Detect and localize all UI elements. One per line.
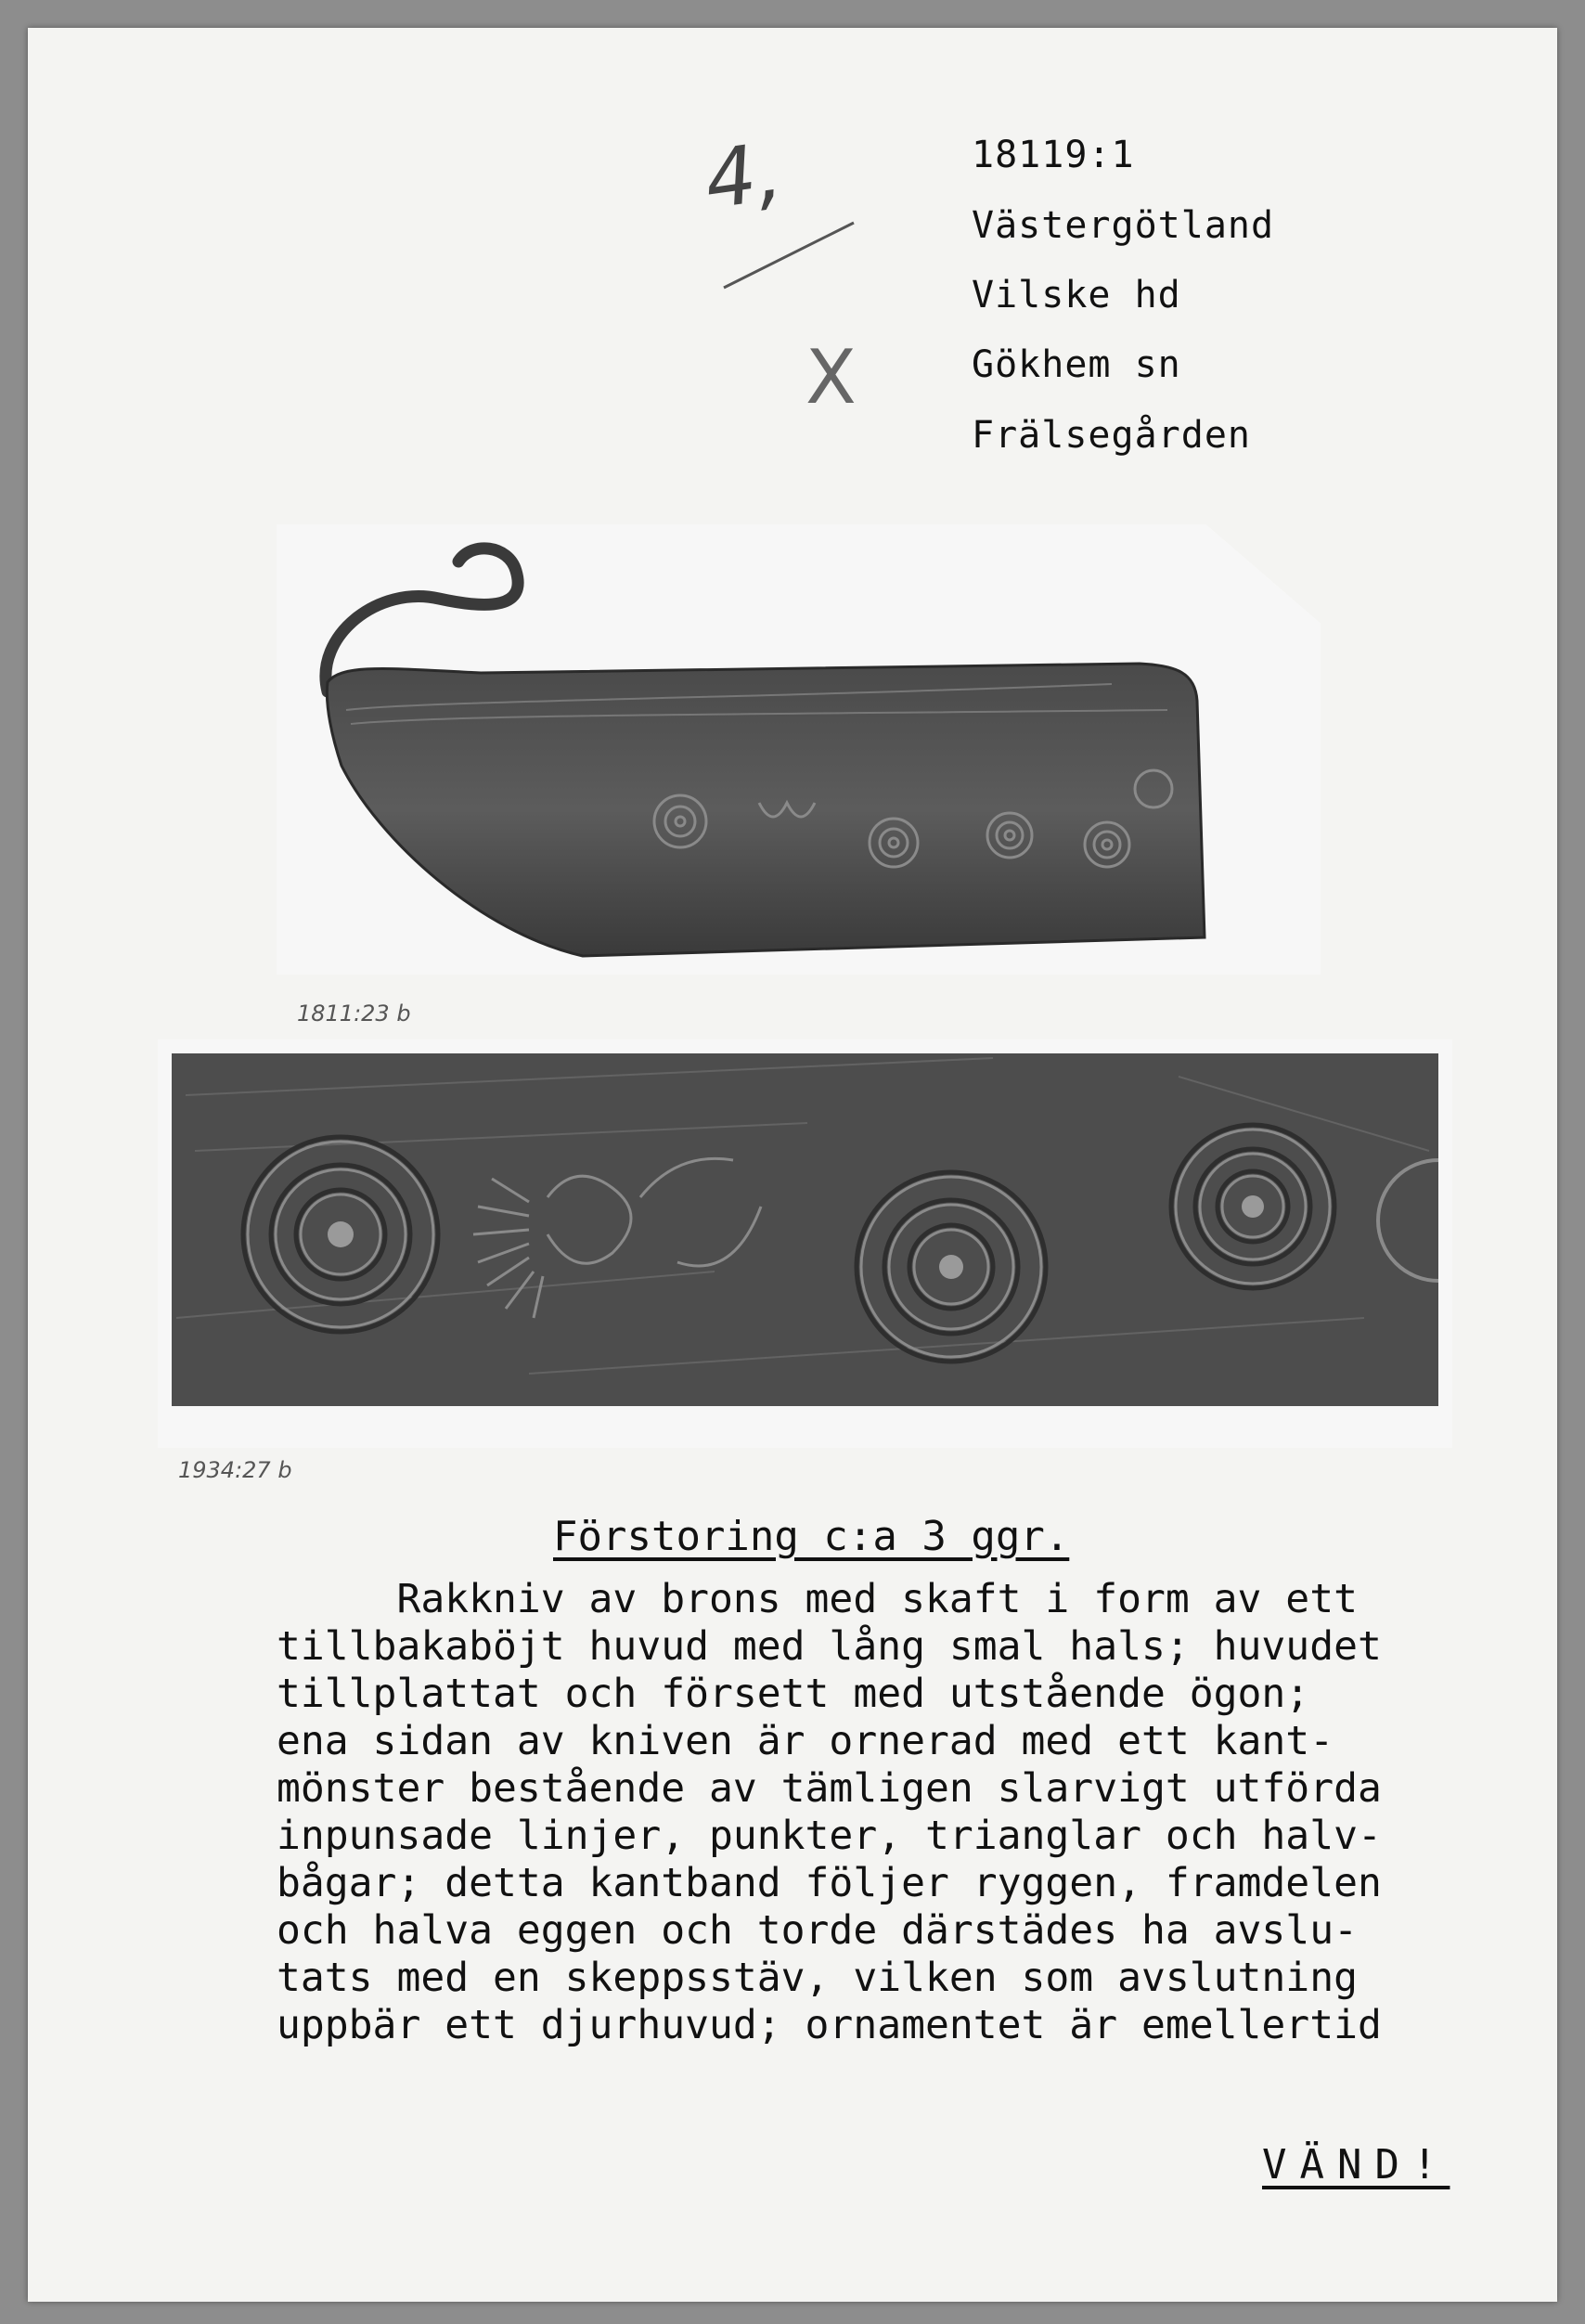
description-line: tats med en skeppsstäv, vilken som avslutning xyxy=(277,1955,1358,2001)
catalog-card xyxy=(28,28,1557,2302)
province: Västergötland xyxy=(972,204,1275,247)
description-line: inpunsade linjer, punkter, trianglar och halv- xyxy=(277,1813,1382,1859)
farm: Frälsegården xyxy=(972,414,1251,457)
handwritten-sheet-number: 4, xyxy=(699,124,788,228)
description-line: mönster bestående av tämligen slarvigt utförda xyxy=(277,1765,1382,1812)
razor-image xyxy=(277,524,1321,975)
district: Vilske hd xyxy=(972,274,1181,316)
description-line: Rakkniv av brons med skaft i form av ett xyxy=(277,1576,1358,1622)
photo2-note: 1934:27 b xyxy=(178,1457,292,1483)
description-line: tillbakaböjt huvud med lång smal hals; huvudet xyxy=(277,1623,1382,1670)
handwritten-underline xyxy=(715,213,863,297)
catalog-number: 18119:1 xyxy=(972,134,1135,176)
razor-photo xyxy=(277,524,1321,975)
enlarged-ornament-photo xyxy=(158,1039,1452,1448)
ornament-image xyxy=(158,1039,1452,1448)
parish: Gökhem sn xyxy=(972,343,1181,386)
description-text xyxy=(277,1576,1576,2049)
handwritten-mark: X xyxy=(805,334,857,420)
magnification-caption: Förstoring c:a 3 ggr. xyxy=(553,1513,1070,1560)
photo1-note: 1811:23 b xyxy=(297,1001,411,1026)
description-line: uppbär ett djurhuvud; ornamentet är emellertid xyxy=(277,2002,1382,2048)
description-line: och halva eggen och torde därstädes ha avslu- xyxy=(277,1907,1358,1954)
description-line: bågar; detta kantband följer ryggen, framdelen xyxy=(277,1860,1382,1906)
description-line: tillplattat och försett med utstående ögon; xyxy=(277,1671,1310,1717)
turn-over-label: VÄND! xyxy=(1262,2141,1450,2188)
description-line: ena sidan av kniven är ornerad med ett kant- xyxy=(277,1718,1334,1764)
